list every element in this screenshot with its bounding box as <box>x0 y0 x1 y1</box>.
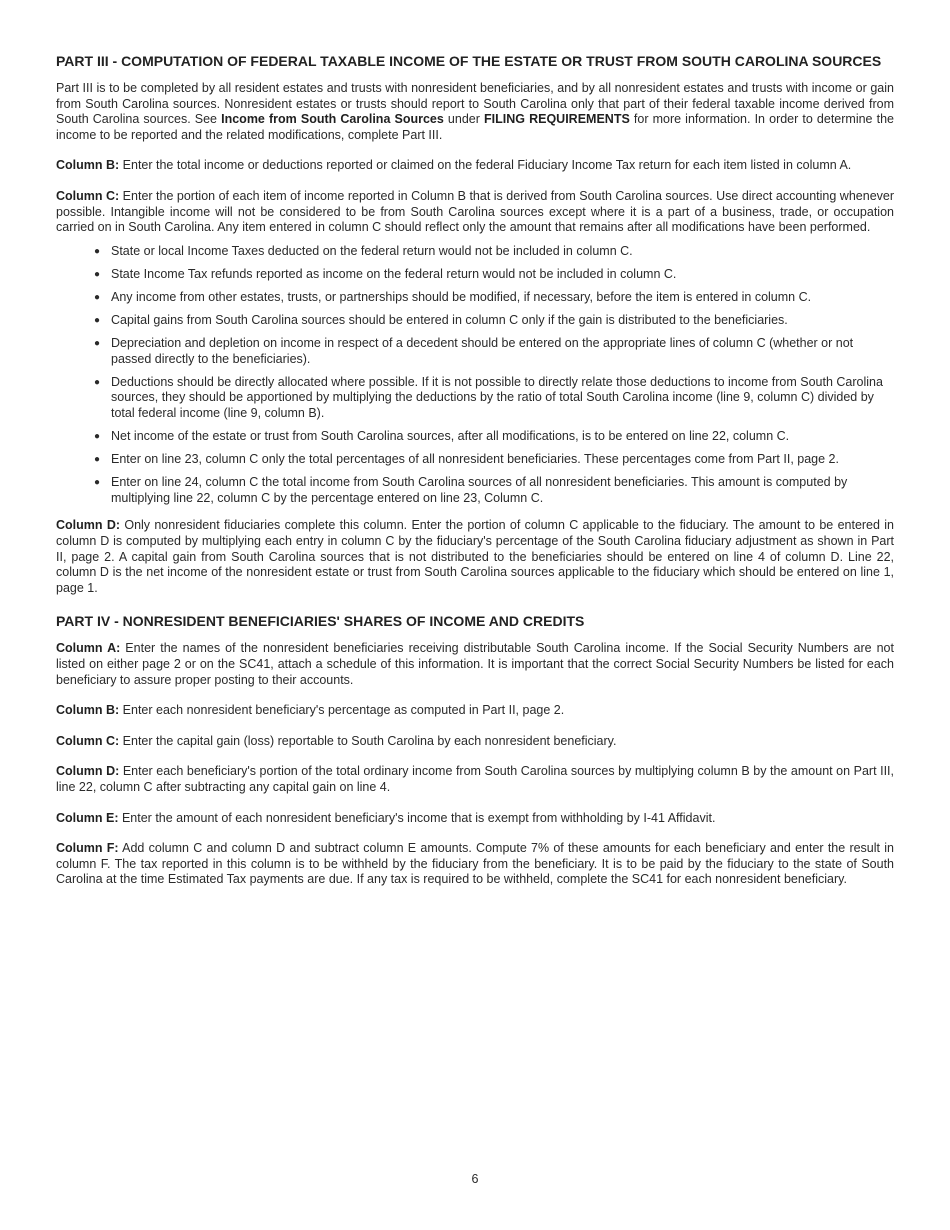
part4-column-a <box>56 641 894 688</box>
list-item <box>94 336 894 367</box>
part4-column-c-text: Enter the capital gain (loss) reportable to South Carolina by each nonresident beneficiary. <box>119 733 617 748</box>
part3-intro-bold-sources: Income from South Carolina Sources <box>221 112 444 127</box>
part3-column-b <box>56 158 894 174</box>
part3-column-c-label: Column C: <box>56 188 120 203</box>
part4-column-d <box>56 764 894 795</box>
list-item <box>94 452 894 468</box>
list-item <box>94 290 894 306</box>
list-item <box>94 375 894 422</box>
part4-column-d-label: Column D: <box>56 764 120 779</box>
part3-intro-text-c: for more information. In order to determine the income to be reported and the related modifications, complete Part III. <box>56 112 894 142</box>
part4-column-c <box>56 734 894 750</box>
bullet-text: State Income Tax refunds reported as income on the federal return would not be included in column C. <box>111 266 677 281</box>
part4-column-e-text: Enter the amount of each nonresident beneficiary's income that is exempt from withholding by I-41 Affidavit. <box>118 810 716 825</box>
part3-column-d-label: Column D: <box>56 518 121 533</box>
list-item <box>94 313 894 329</box>
part4-column-b-label: Column B: <box>56 703 120 718</box>
bullet-icon: ● <box>94 477 101 489</box>
part3-column-c-text: Enter the portion of each item of income reported in Column B that is derived from South Carolina sources. Use direct accounting whenever possible. Intangible income will not be considered to be from South Carolina sources except where it is a part of a business, trade, or occupation carried on in South Carolina. Any item entered in column C should reflect only the amount that remains after all modifications have been performed. <box>56 188 895 235</box>
part3-title: PART III - COMPUTATION OF FEDERAL TAXABLE INCOME OF THE ESTATE OR TRUST FROM SOUTH CAROLINA SOURCES <box>56 53 882 69</box>
part3-column-b-label: Column B: <box>56 158 120 173</box>
part4-column-f <box>56 841 894 888</box>
bullet-text: Any income from other estates, trusts, or partnerships should be modified, if necessary, before the item is entered in column C. <box>111 289 812 304</box>
bullet-text: Enter on line 23, column C only the total percentages of all nonresident beneficiaries. These percentages come from Part II, page 2. <box>111 452 839 467</box>
part4-column-f-text: Add column C and column D and subtract column E amounts. Compute 7% of these amounts for each beneficiary and enter the result in column F. The tax reported in this column is to be withheld by the fiduciary from the beneficiary. It is to be paid by the fiduciary to the state of South Carolina at the time Estimated Tax payments are due. If any tax is required to be withheld, complete the SC41 for each nonresident beneficiary. <box>56 841 894 887</box>
part4-column-f-label: Column F: <box>56 841 119 856</box>
part4-column-a-label: Column A: <box>56 641 121 656</box>
part4-column-a-text: Enter the names of the nonresident beneficiaries receiving distributable South Carolina income. If the Social Security Numbers are not listed on either page 2 or on the SC41, attach a schedule of this information. It is important that the correct Social Security Numbers be listed for each beneficiary to assure proper posting to their accounts. <box>56 641 894 687</box>
part3-column-b-text: Enter the total income or deductions reported or claimed on the federal Fiduciary Income Tax return for each item listed in column A. <box>119 158 852 173</box>
bullet-icon: ● <box>94 431 101 443</box>
part3-intro-bold-filing: FILING REQUIREMENTS <box>484 112 630 127</box>
page-number: 6 <box>471 1172 479 1186</box>
list-item <box>94 267 894 283</box>
part3-column-d <box>56 518 894 596</box>
bullet-text: Capital gains from South Carolina sources should be entered in column C only if the gain is distributed to the beneficiaries. <box>111 313 788 328</box>
part3-intro <box>56 81 894 143</box>
bullet-icon: ● <box>94 454 101 466</box>
bullet-text: Depreciation and depletion on income in respect of a decedent should be entered on the appropriate lines of column C (whether or not passed directly to the beneficiaries). <box>111 336 854 366</box>
part3-column-c <box>56 189 894 236</box>
document-page <box>56 54 894 903</box>
part4-title: PART IV - NONRESIDENT BENEFICIARIES' SHARES OF INCOME AND CREDITS <box>56 613 585 630</box>
bullet-icon: ● <box>94 291 101 303</box>
part4-column-b-text: Enter each nonresident beneficiary's percentage as computed in Part II, page 2. <box>119 703 565 718</box>
part3-intro-text-b: under <box>443 112 485 127</box>
part3-column-d-text: Only nonresident fiduciaries complete this column. Enter the portion of column C applicable to the fiduciary. The amount to be entered in column D is computed by multiplying each entry in column C by the fiduciary's percentage of the South Carolina fiduciary adjustment as shown in Part II, page 2. A capital gain from South Carolina sources that is not distributed to the beneficiaries should be entered on line 4 of column D. Line 22, column D is the net income of the nonresident estate or trust from South Carolina sources applicable to the fiduciary which should be entered on line 1, page 1. <box>56 518 895 595</box>
part3-column-c-bullet-list <box>56 244 894 507</box>
list-item <box>94 244 894 260</box>
list-item <box>94 475 894 506</box>
bullet-icon: ● <box>94 315 101 327</box>
bullet-text: Enter on line 24, column C the total income from South Carolina sources of all nonresident beneficiaries. This amount is computed by multiplying line 22, column C by the percentage entered on line 23, Column C. <box>111 475 848 505</box>
bullet-icon: ● <box>94 376 101 388</box>
bullet-icon: ● <box>94 338 101 350</box>
part4-column-b <box>56 703 894 719</box>
bullet-icon: ● <box>94 268 101 280</box>
bullet-text: Deductions should be directly allocated where possible. If it is not possible to directly relate those deductions to income from South Carolina sources, they should be apportioned by multiplying the deductions by the ratio of total South Carolina income (line 9, column C) divided by total federal income (line 9, column B). <box>111 374 883 420</box>
part4-column-c-label: Column C: <box>56 733 120 748</box>
part4-column-d-text: Enter each beneficiary's portion of the total ordinary income from South Carolina sources by multiplying column B by the amount on Part III, line 22, column C after subtracting any capital gain on line 4. <box>56 764 894 794</box>
part4-column-e <box>56 811 894 827</box>
part3-intro-text-a: Part III is to be completed by all resident estates and trusts with nonresident beneficiaries, and by all nonresident estates and trusts with income or gain from South Carolina sources. Nonresident estates or trusts should report to South Carolina only that part of their federal taxable income derived from South Carolina sources. See <box>56 81 894 127</box>
part4-column-e-label: Column E: <box>56 810 119 825</box>
bullet-text: State or local Income Taxes deducted on the federal return would not be included in column C. <box>111 243 633 258</box>
bullet-text: Net income of the estate or trust from South Carolina sources, after all modifications, is to be entered on line 22, column C. <box>111 429 790 444</box>
bullet-icon: ● <box>94 245 101 257</box>
list-item <box>94 429 894 445</box>
